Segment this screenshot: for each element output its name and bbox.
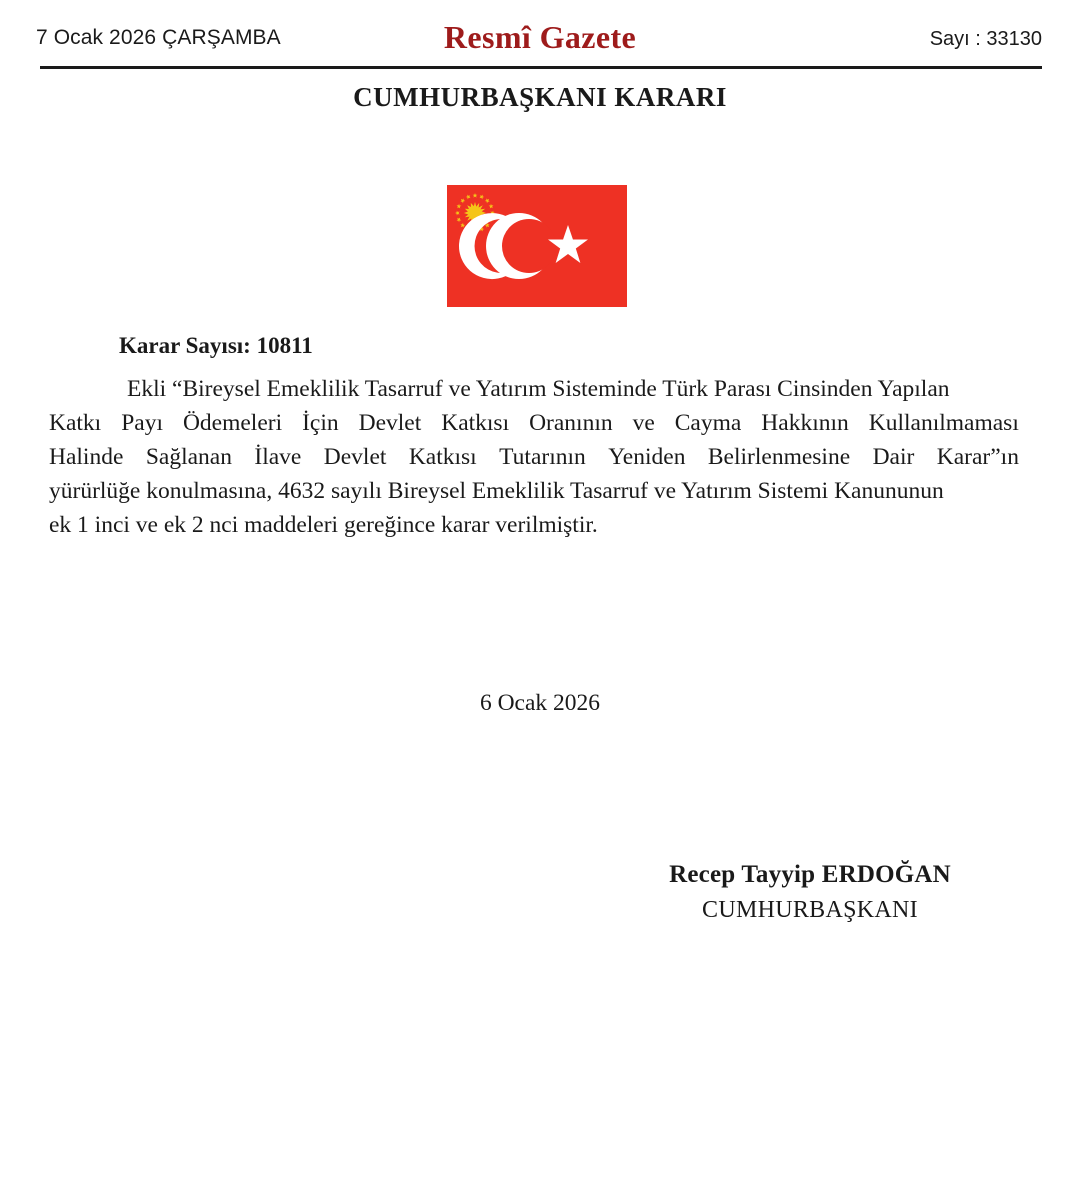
masthead-date: 7 Ocak 2026 ÇARŞAMBA (36, 26, 281, 49)
body-word: Belirlenmesine (707, 444, 851, 470)
turkish-presidential-flag-icon (447, 185, 627, 307)
body-word: Cayma (674, 410, 742, 436)
body-word: Devlet (323, 444, 387, 470)
body-word: Devlet (358, 410, 422, 436)
body-word: Tutarının (499, 444, 586, 470)
body-word: Payı (121, 410, 163, 436)
masthead-divider (40, 66, 1042, 69)
body-word: Katkısı (441, 410, 510, 436)
body-word: Katkı (49, 410, 102, 436)
body-line-2 (49, 406, 1019, 440)
signatory-title: CUMHURBAŞKANI (702, 897, 918, 923)
page-title: CUMHURBAŞKANI KARARI (353, 82, 727, 112)
body-word: İçin (302, 410, 339, 436)
body-line-5: ek 1 inci ve ek 2 nci maddeleri gereğince karar verilmiştir. (49, 512, 598, 538)
crescent-icon (459, 213, 556, 279)
masthead-issue-number: Sayı : 33130 (929, 28, 1042, 50)
body-line-3 (49, 440, 1019, 474)
body-word: Halinde (49, 444, 124, 470)
masthead (0, 0, 1080, 66)
body-word: Ödemeleri (182, 410, 283, 436)
body-word: Kullanılmaması (868, 410, 1019, 436)
flag-graphic (447, 185, 627, 307)
signatory-name: Recep Tayyip ERDOĞAN (669, 861, 951, 888)
decision-number: Karar Sayısı: 10811 (119, 333, 313, 358)
body-line-1: Ekli “Bireysel Emeklilik Tasarruf ve Yatırım Sisteminde Türk Parası Cinsinden Yapılan (127, 376, 950, 402)
body-word: Karar”ın (936, 444, 1019, 470)
body-word: Dair (872, 444, 915, 470)
body-word: Hakkının (761, 410, 849, 436)
decree-body (49, 372, 1019, 542)
body-word: Yeniden (608, 444, 686, 470)
body-word: Sağlanan (145, 444, 232, 470)
gazette-title: Resmî Gazete (443, 19, 637, 55)
signature-block (600, 858, 1020, 928)
body-word: İlave (254, 444, 302, 470)
body-word: Katkısı (408, 444, 477, 470)
body-line-4: yürürlüğe konulmasına, 4632 sayılı Bireysel Emeklilik Tasarruf ve Yatırım Sistemi Kanununun (49, 478, 944, 504)
body-word: ve (632, 410, 655, 436)
body-word: Oranının (529, 410, 613, 436)
decree-date: 6 Ocak 2026 (479, 690, 601, 716)
